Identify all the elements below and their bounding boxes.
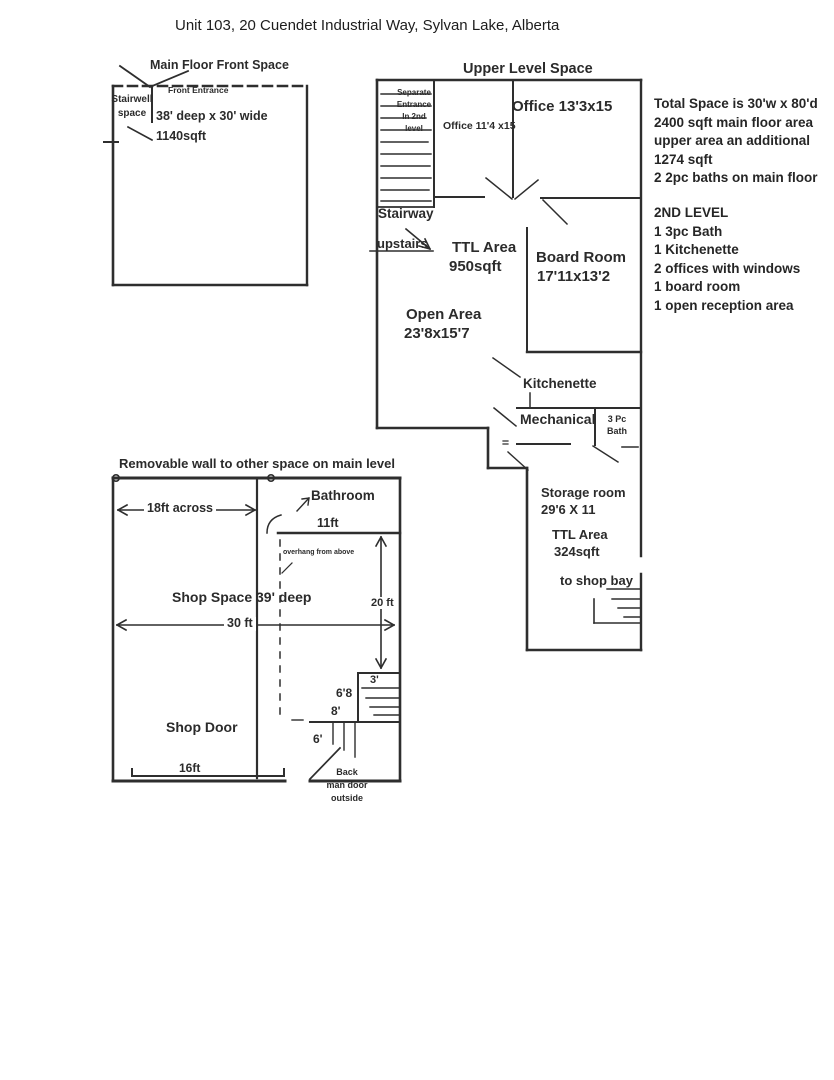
shop-plan-title: Removable wall to other space on main level [119,456,395,471]
board-room-door-swing [543,200,567,224]
level2-heading: 2ND LEVEL [654,205,729,220]
summary-line: 1 open reception area [654,297,794,313]
office-large-label: Office 13'3x15 [512,98,613,115]
summary-line: 2 offices with windows [654,260,801,276]
open-area-label: Open Area [406,306,482,323]
summary-line: 1274 sqft [654,151,713,167]
summary-block-level2 [654,204,800,315]
upstairs-label: upstairs [377,236,428,251]
stairwell-label: Stairwell space [111,94,153,119]
storage-room-dims: 29'6 X 11 [541,502,596,517]
bathroom-pointer-arrow [297,498,309,511]
shop-bathroom-label: Bathroom [311,488,375,503]
shop-back-stairs [310,673,400,779]
dim-16ft: 16ft [176,762,203,775]
main-floor-area: 1140sqft [156,129,207,143]
stairway-label: Stairway [378,206,434,221]
shop-outline [113,475,400,781]
overhang-label: overhang from above [283,549,355,556]
summary-line: 2400 sqft main floor area [654,114,814,130]
shop-space-label: Shop Space 39' deep [172,589,312,605]
shop-dimension-lines [117,505,394,776]
ttl-area-value: 950sqft [449,258,502,275]
storage-ttl-value: 324sqft [554,544,600,559]
upper-level-title: Upper Level Space [463,61,593,77]
board-room-label: Board Room [536,249,626,266]
separate-entrance-label: Separate Entrance In 2nd level [396,88,432,133]
shop-bay-stairs [594,589,641,623]
main-floor-dimensions: 38' deep x 30' wide [156,109,268,123]
shop-door-label: Shop Door [166,719,238,735]
front-entrance-label: Front Entrance [168,85,229,95]
bath-3pc-label: 3 Pc Bath [607,414,627,436]
summary-line: 2 2pc baths on main floor [654,170,818,185]
office-small-label: Office 11'4 x15 [443,120,516,132]
dim-6ft8: 6'8 [336,686,353,700]
dim-6ft: 6' [313,732,323,746]
kitchenette-label: Kitchenette [523,376,597,391]
dim-18ft-across: 18ft across [144,502,216,516]
summary-line: 1 3pc Bath [654,223,723,239]
storage-ttl-label: TTL Area [552,527,608,542]
to-shop-bay-label: to shop bay [560,573,633,588]
summary-line: 1 board room [654,279,741,294]
page-title: Unit 103, 20 Cuendet Industrial Way, Sylvan Lake, Alberta [175,17,560,34]
main-floor-title: Main Floor Front Space [150,58,289,72]
mechanical-label: Mechanical [520,411,596,427]
dim-11ft: 11ft [314,517,342,531]
storage-room-label: Storage room [541,485,626,500]
ttl-area-label: TTL Area [452,239,517,256]
bath-door-swing [593,446,618,462]
summary-line: upper area an additional [654,133,811,148]
back-man-door-label: Back man door outside [326,767,368,803]
bathroom-door-arc [267,515,281,533]
summary-block-main [654,95,818,188]
dim-3ft: 3' [367,674,382,686]
dim-30ft: 30 ft [224,617,256,631]
board-room-dims: 17'11x13'2 [537,268,611,285]
summary-line: 1 Kitchenette [654,242,739,257]
open-area-dims: 23'8x15'7 [404,325,470,342]
dim-8ft: 8' [328,705,344,718]
dim-20ft: 20 ft [368,597,397,609]
summary-line: Total Space is 30'w x 80'd [654,96,818,111]
